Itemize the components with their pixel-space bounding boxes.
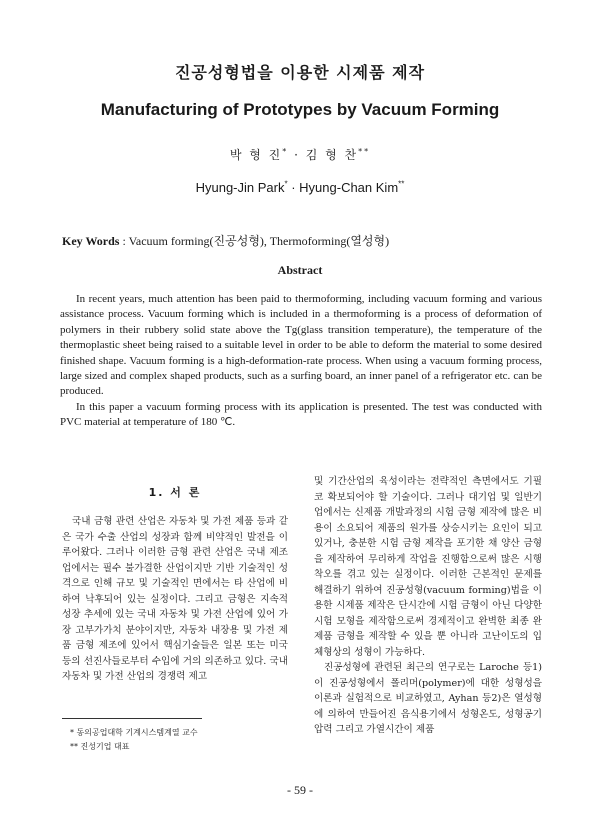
author-ko-separator: · (288, 148, 306, 162)
title-english: Manufacturing of Prototypes by Vacuum Forming (100, 100, 500, 119)
author-ko-2: 김 형 찬 (305, 148, 359, 162)
right-column-paragraph-1: 및 기간산업의 육성이라는 전략적인 측면에서도 기필코 확보되어야 할 기술이다. 그러나 대기업 및 일반기업에서는 신제품 개발과정의 시험 금형 제작에 많은 비용이 소요되어 제품의 원가를 상승시키는 요인이 되고 있거나, 충분한 시험 금형 제작을 포기한 채 양산 금형을 제작하여 무리하게 작업을 진행함으로써 많은 시행착오를 겪고 있는 실정이다. 이러한 근본적인 문제를 해결하기 위하여 진공성형(vacuum forming)법을 이용한 시제품 제작은 단시간에 시험 금형이 아닌 다양한 시험 모형을 제작함으로써 경제적이고 완벽한 최종 완제품 금형을 제작할 수 있을 뿐 아니라 고난이도의 입체형상의 성형이 가능하다. (314, 476, 542, 658)
author-ko-1: 박 형 진 (229, 148, 283, 162)
right-column (314, 474, 542, 738)
keywords-label: Key Words (62, 234, 120, 248)
keywords-value: : Vacuum forming(진공성형), Thermoforming(열성형) (119, 234, 390, 248)
footnote-2: ** 진성기업 대표 (70, 742, 130, 751)
author-en-2-mark: ** (398, 179, 405, 189)
title-korean: 진공성형법을 이용한 시제품 제작 (174, 63, 426, 82)
keywords (62, 232, 389, 249)
author-ko-2-mark: ** (358, 147, 371, 156)
page-number: - 59 - (287, 783, 313, 797)
right-column-paragraph-2: 진공성형에 관련된 최근의 연구로는 Laroche 등1)이 진공성형에서 폴리머(polymer)에 대한 성형성을 이론과 실험적으로 비교하였고, Ayhan 등2)은 열성형에 의하여 만들어진 음식용기에서 성형온도, 성형공기압력 그리고 가열시간이 제품 (314, 662, 542, 735)
author-en-1-mark: * (284, 179, 288, 189)
abstract-paragraph-2: In this paper a vacuum forming process with its application is presented. The test was conducted with PVC material at temperature of 180 ℃. (60, 400, 542, 429)
left-column (62, 474, 288, 685)
authors-korean (0, 146, 600, 163)
section-heading-introduction: 1. 서 론 (148, 486, 202, 499)
author-en-separator: · (287, 180, 300, 195)
author-en-2: Hyung-Chan Kim (299, 180, 399, 195)
abstract-body (60, 292, 542, 431)
authors-english (0, 180, 600, 195)
footnote-divider (62, 718, 202, 719)
footnote-1: * 동의공업대학 기계시스템계열 교수 (70, 728, 198, 737)
left-column-paragraph: 국내 금형 관련 산업은 자동차 및 가전 제품 등과 같은 국가 수출 산업의 성장과 함께 비약적인 발전을 이루어왔다. 그러나 이러한 금형 관련 산업은 국내 제조업에서는 필수 불가결한 산업이지만 기반 기술적인 성격으로 인해 규모 및 기술적인 면에서는 타 산업에 비하여 낙후되어 있는 실정이다. 그리고 금형은 지속적 성장 추세에 있는 국내 자동차 및 가전 산업에 있어 가장 고부가가치 분야이지만, 자동차 내장용 및 가전 제품 금형 제조에 있어서 핵심기술들은 일본 또는 미국 등의 선진사들로부터 수입에 거의 의존하고 있다. 국내 자동차 및 가전 산업의 경쟁력 제고 (62, 516, 288, 682)
author-en-1: Hyung-Jin Park (195, 180, 285, 195)
abstract-heading: Abstract (277, 263, 323, 277)
author-ko-1-mark: * (282, 147, 289, 156)
abstract-paragraph-1: In recent years, much attention has been paid to thermoforming, including vacuum forming and various assistance process. Vacuum forming which is included in a thermoforming is a process of deformation of polymers in their rubbery solid state above the Tg(glass transition temperature), the temperature of the thermoplastic sheet being raised to a suitable level in order to be able to deform the material to some desired finished shape. Vacuum forming is a high-deformation-rate process. When using a vacuum forming process, large sized and complex shaped products, such as a surfing board, an inner panel of a refrigerator etc. can be produced. (60, 293, 542, 398)
footnotes (70, 726, 198, 754)
